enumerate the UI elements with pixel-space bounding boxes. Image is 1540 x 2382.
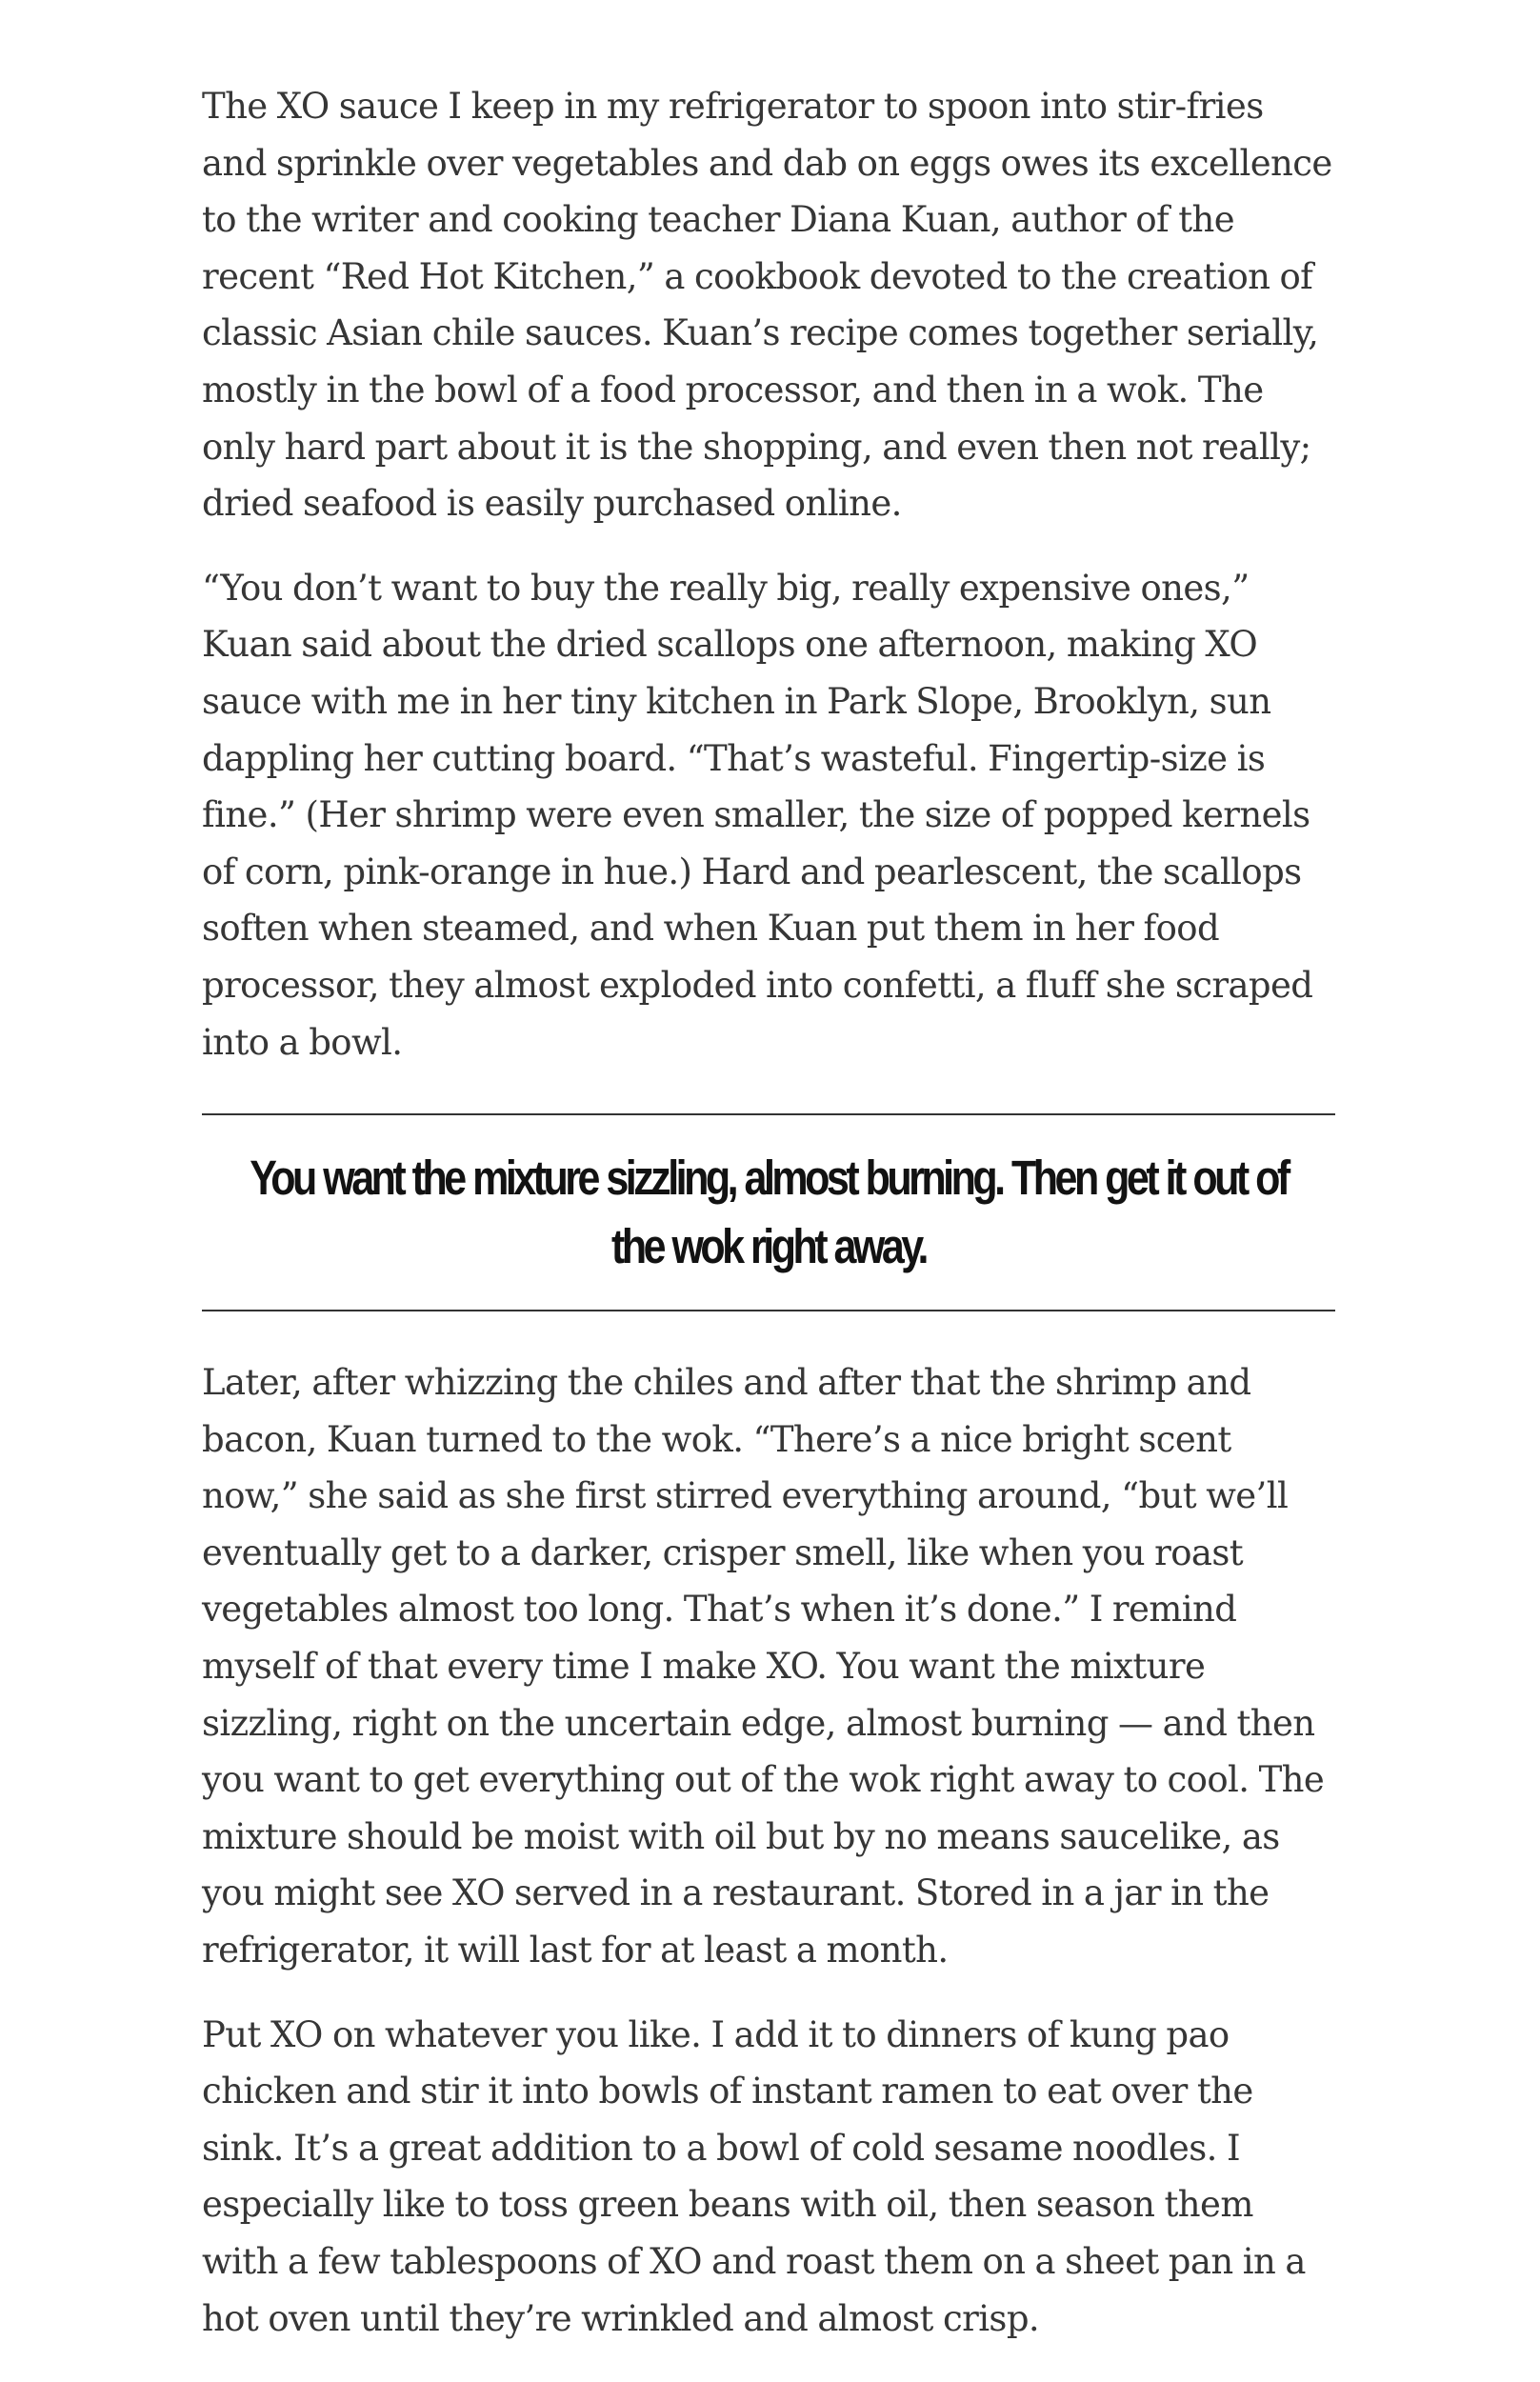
article-paragraph: Later, after whizzing the chiles and after that the shrimp and bacon, Kuan turned to the wok. “There’s a nice bright scent now,” she said as she first stirred everything around, “but we’ll eventually get to a darker, crisper smell, like when you roast vegetables almost too long. That’s when it’s done.” I remind myself of that every time I make XO. You want the mixture sizzling, right on the uncertain edge, almost burning — and then you want to get everything out of the wok right away to cool. The mixture should be moist with oil but by no means saucelike, as you might see XO served in a restaurant. Stored in a jar in the refrigerator, it will last for at least a month.: [202, 1362, 1325, 1972]
pull-quote-text: You want the mixture sizzling, almost burning. Then get it out of the wok right away.: [250, 1151, 1288, 1274]
pull-quote: [202, 1113, 1335, 1311]
article-section: [202, 1354, 1335, 2347]
article-paragraph: The XO sauce I keep in my refrigerator to spoon into stir-fries and sprinkle over vegetables and dab on eggs owes its excellence to the writer and cooking teacher Diana Kuan, author of the recent “Red Hot Kitchen,” a cookbook devoted to the creation of classic Asian chile sauces. Kuan’s recipe comes together serially, mostly in the bowl of a food processor, and then in a wok. The only hard part about it is the shopping, and even then not really; dried seafood is easily purchased online.: [202, 86, 1332, 525]
article-paragraph: Put XO on whatever you like. I add it to dinners of kung pao chicken and stir it into bowls of instant ramen to eat over the sink. It’s a great addition to a bowl of cold sesame noodles. I especially like to toss green beans with oil, then season them with a few tablespoons of XO and roast them on a sheet pan in a hot oven until they’re wrinkled and almost crisp.: [202, 2013, 1306, 2339]
article-body: [202, 78, 1335, 2347]
article-paragraph: “You don’t want to buy the really big, really expensive ones,” Kuan said about the dried scallops one afternoon, making XO sauce with me in her tiny kitchen in Park Slope, Brooklyn, sun dappling her cutting board. “That’s wasteful. Fingertip-size is fine.” (Her shrimp were even smaller, the size of popped kernels of corn, pink-orange in hue.) Hard and pearlescent, the scallops soften when steamed, and when Kuan put them in her food processor, they almost exploded into confetti, a fluff she scraped into a bowl.: [202, 567, 1313, 1063]
